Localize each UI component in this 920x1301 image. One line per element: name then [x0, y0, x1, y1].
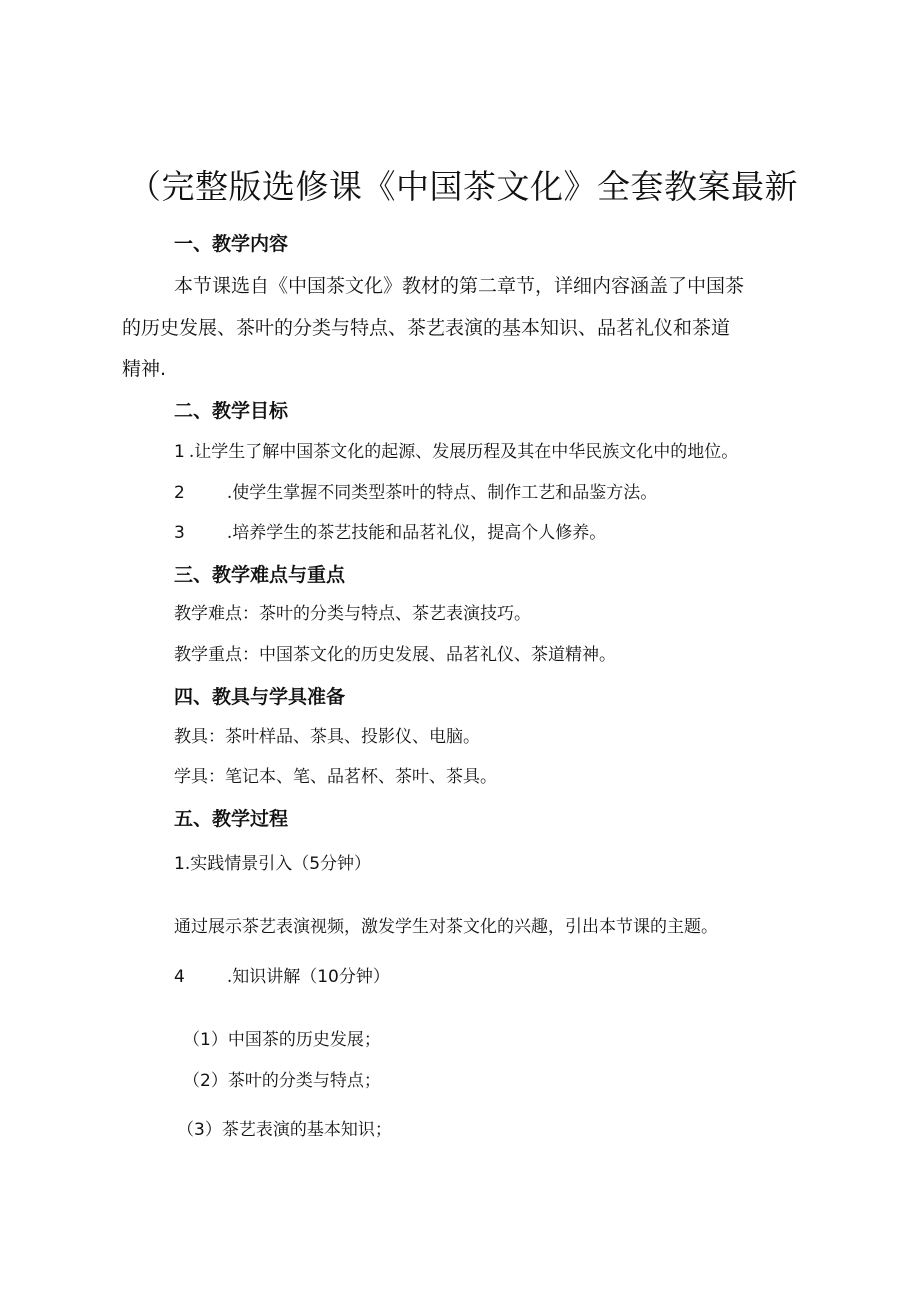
objective-text: .让学生了解中国茶文化的起源、发展历程及其在中华民族文化中的地位。 — [188, 442, 739, 462]
document-title: （完整版选修课《中国茶文化》全套教案最新 — [128, 167, 798, 206]
content-paragraph-line-1: 本节课选自《中国茶文化》教材的第二章节，详细内容涵盖了中国茶 — [174, 275, 745, 297]
objective-number: 2 — [174, 483, 185, 503]
step-number: 1 — [174, 854, 185, 874]
objective-item-2 — [174, 485, 657, 502]
sub-item-text: 茶叶的分类与特点； — [227, 1071, 381, 1091]
objective-item-1 — [174, 444, 738, 461]
student-tools: 学具：笔记本、笔、品茗杯、茶叶、茶具。 — [174, 767, 497, 787]
section-heading-tools: 四、教具与学具准备 — [174, 686, 346, 708]
objective-text: .培养学生的茶艺技能和品茗礼仪，提高个人修养。 — [226, 523, 607, 543]
step-number: 4 — [174, 967, 185, 987]
step-duration-suffix: 分钟） — [320, 854, 372, 874]
content-paragraph-line-3: 精神. — [122, 358, 167, 380]
sub-item-number: 2 — [200, 1071, 211, 1091]
objective-item-3 — [174, 525, 606, 542]
sub-item-open-paren: （ — [183, 1030, 200, 1050]
content-paragraph-line-2: 的历史发展、茶叶的分类与特点、茶艺表演的基本知识、品茗礼仪和茶道 — [122, 317, 731, 339]
sub-item-open-paren: （ — [183, 1071, 200, 1091]
section-heading-content: 一、教学内容 — [174, 233, 289, 255]
sub-item-close-paren: ） — [204, 1120, 222, 1140]
sub-item-3 — [177, 1122, 392, 1139]
step-duration: 10 — [317, 967, 339, 987]
process-step-1 — [174, 856, 371, 873]
sub-item-1 — [183, 1032, 381, 1049]
sub-item-text: 中国茶的历史发展； — [227, 1030, 381, 1050]
step-duration-suffix: 分钟） — [338, 967, 390, 987]
teaching-difficulty: 教学难点：茶叶的分类与特点、茶艺表演技巧。 — [174, 604, 531, 624]
process-step-1-description: 通过展示茶艺表演视频，激发学生对茶文化的兴趣，引出本节课的主题。 — [174, 917, 718, 937]
sub-item-close-paren: ） — [210, 1030, 228, 1050]
sub-item-text: 茶艺表演的基本知识； — [221, 1120, 392, 1140]
section-heading-objectives: 二、教学目标 — [174, 400, 289, 422]
sub-item-number: 3 — [194, 1120, 205, 1140]
objective-number: 1 — [174, 442, 185, 462]
sub-item-number: 1 — [200, 1030, 211, 1050]
teacher-tools: 教具：茶叶样品、茶具、投影仪、电脑。 — [174, 727, 480, 747]
sub-item-2 — [183, 1073, 381, 1090]
sub-item-close-paren: ） — [210, 1071, 228, 1091]
objective-text: .使学生掌握不同类型茶叶的特点、制作工艺和品鉴方法。 — [226, 483, 658, 503]
teaching-key-point: 教学重点：中国茶文化的历史发展、品茗礼仪、茶道精神。 — [174, 645, 616, 665]
objective-number: 3 — [174, 523, 185, 543]
step-duration: 5 — [309, 854, 321, 874]
step-title: .知识讲解（ — [226, 967, 318, 987]
sub-item-open-paren: （ — [177, 1120, 194, 1140]
step-title: .实践情景引入（ — [184, 854, 310, 874]
section-heading-difficulties: 三、教学难点与重点 — [174, 564, 346, 586]
section-heading-process: 五、教学过程 — [174, 808, 289, 830]
process-step-2 — [174, 969, 390, 986]
